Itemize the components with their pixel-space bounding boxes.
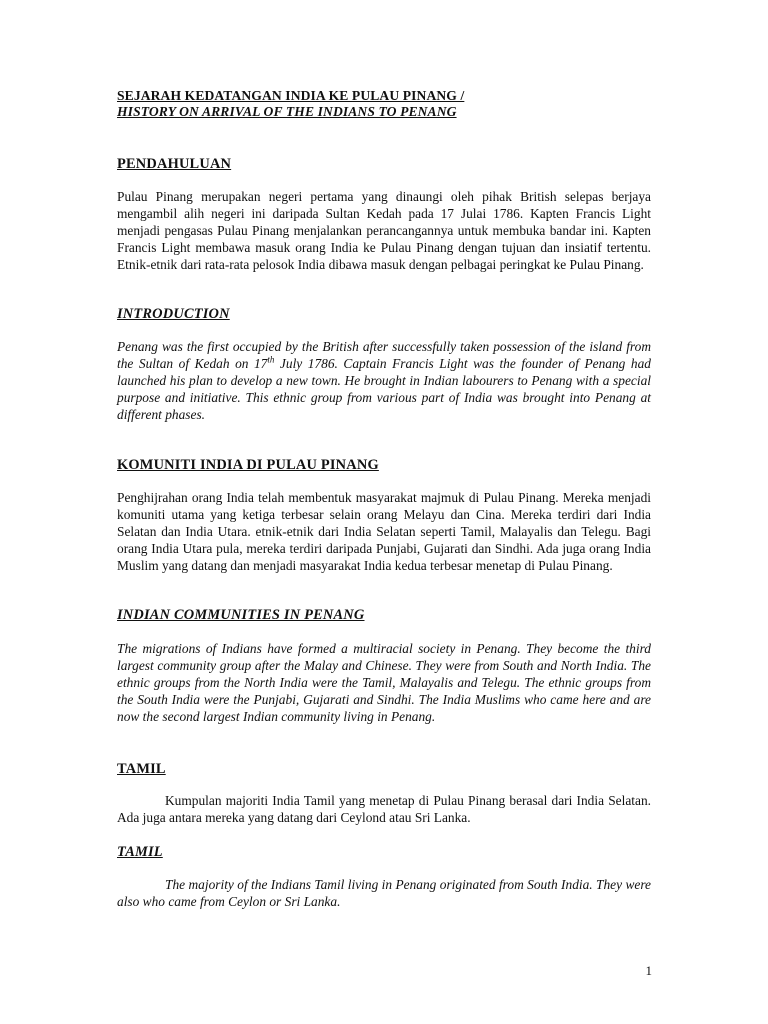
page-number: 1	[645, 963, 652, 978]
paragraph-komuniti: Penghijrahan orang India telah membentuk masyarakat majmuk di Pulau Pinang. Mereka menjadi komuniti utama yang ketiga terbesar selain orang Melayu dan Cina. Mereka terdiri dari India Selatan dan India Utara. etnik-etnik dari India Selatan seperti Tamil, Malayalis dan Telegu. Bagi orang India Utara pula, mereka terdiri daripada Punjabi, Gujarati dan Sindhi. Ada juga orang India Muslim yang datang dan menjadi masyarakat India kedua terbesar menetap di Pulau Pinang.	[117, 490, 651, 573]
heading-pendahuluan: PENDAHULUAN	[117, 156, 232, 172]
heading-introduction: INTRODUCTION	[117, 306, 230, 322]
paragraph-indian-communities: The migrations of Indians have formed a multiracial society in Penang. They become the third largest community group after the Malay and Chinese. They were from South and North India. The ethnic groups from the North India were the Tamil, Malayalis and Telegu. The ethnic groups from the South India were the Punjabi, Gujarati and Sindhi. The India Muslims who came here and are now the second largest Indian community living in Penang.	[117, 641, 651, 724]
introduction-text-a: Penang was the first occupied by the British after successfully taken possession of the island from the Sultan of Kedah on 17	[117, 339, 651, 371]
introduction-text-b: July 1786. Captain Francis Light was the founder of Penang had launched his plan to develop a new town. He brought in Indian labourers to Penang with a special purpose and initiative. This ethnic group from various part of India was brought into Penang at different phases.	[117, 356, 651, 422]
paragraph-tamil-malay: Kumpulan majoriti India Tamil yang menetap di Pulau Pinang berasal dari India Selatan. Ada juga antara mereka yang datang dari Ceylond atau Sri Lanka.	[117, 793, 651, 825]
heading-indian-communities: INDIAN COMMUNITIES IN PENANG	[117, 607, 365, 623]
heading-komuniti: KOMUNITI INDIA DI PULAU PINANG	[117, 457, 379, 473]
title-malay: SEJARAH KEDATANGAN INDIA KE PULAU PINANG /	[117, 88, 465, 103]
paragraph-pendahuluan: Pulau Pinang merupakan negeri pertama yang dinaungi oleh pihak British selepas berjaya mengambil alih negeri ini daripada Sultan Kedah pada 17 Julai 1786. Kapten Francis Light menjadi pengasas Pulau Pinang menjalankan perancangannya untuk membuka bandar ini. Kapten Francis Light membawa masuk orang India ke Pulau Pinang dengan tujuan dan insiatif tertentu. Etnik-etnik dari rata-rata pelosok India dibawa masuk dengan pelbagai peringkat ke Pulau Pinang.	[117, 189, 651, 272]
title-english: HISTORY ON ARRIVAL OF THE INDIANS TO PENANG	[117, 104, 457, 119]
document-title	[117, 88, 651, 120]
heading-tamil-malay: TAMIL	[117, 761, 166, 777]
paragraph-introduction	[117, 338, 651, 423]
paragraph-tamil-english: The majority of the Indians Tamil living in Penang originated from South India. They were also who came from Ceylon or Sri Lanka.	[117, 877, 651, 909]
ordinal-suffix: th	[267, 354, 275, 365]
heading-tamil-english: TAMIL	[117, 844, 163, 860]
